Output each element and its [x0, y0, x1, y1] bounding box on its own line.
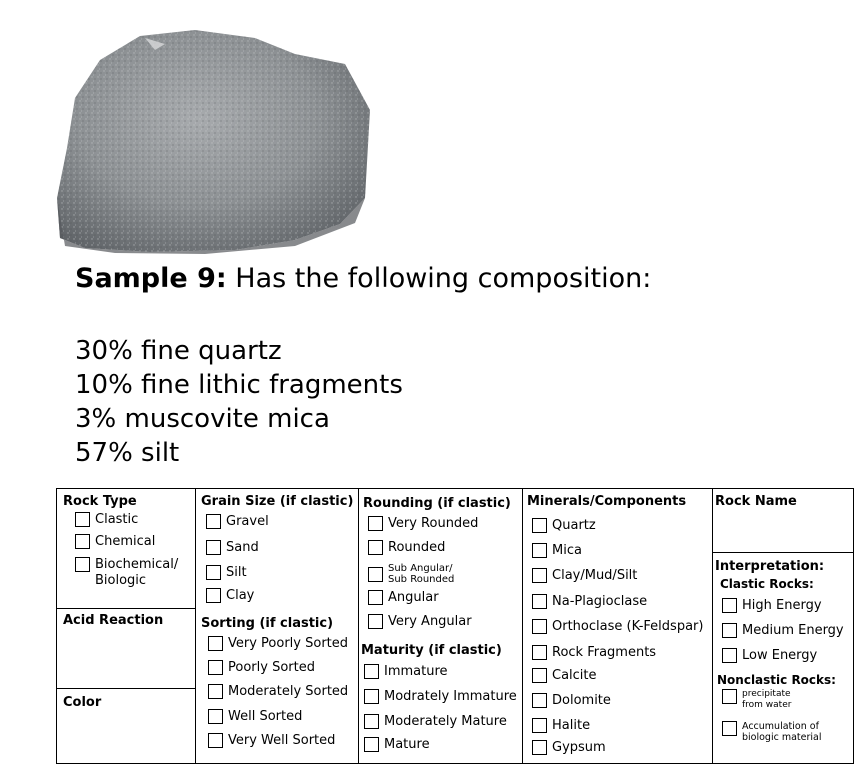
- option-gravel[interactable]: Gravel: [206, 514, 269, 529]
- checkbox[interactable]: [364, 737, 379, 752]
- option-very-rounded[interactable]: Very Rounded: [368, 516, 478, 531]
- checkbox[interactable]: [532, 693, 547, 708]
- acid-reaction-title: Acid Reaction: [63, 613, 164, 628]
- option-high-energy[interactable]: High Energy: [722, 598, 822, 613]
- checkbox[interactable]: [722, 598, 737, 613]
- sorting-title: Sorting (if clastic): [201, 616, 334, 631]
- minerals-title: Minerals/Components: [527, 494, 687, 509]
- option-clay-mud-silt[interactable]: Clay/Mud/Silt: [532, 568, 637, 583]
- column-rounding-maturity: [358, 489, 523, 763]
- clastic-rocks-title: Clastic Rocks:: [720, 577, 814, 591]
- checkbox[interactable]: [368, 516, 383, 531]
- checkbox[interactable]: [532, 543, 547, 558]
- checkbox[interactable]: [722, 689, 737, 704]
- checkbox[interactable]: [206, 540, 221, 555]
- checkbox[interactable]: [722, 623, 737, 638]
- option-mature[interactable]: Mature: [364, 737, 430, 752]
- composition-list: [75, 334, 403, 470]
- checkbox[interactable]: [75, 534, 90, 549]
- checkbox[interactable]: [722, 648, 737, 663]
- checkbox[interactable]: [532, 718, 547, 733]
- nonclastic-rocks-title: Nonclastic Rocks:: [717, 673, 836, 687]
- checkbox[interactable]: [532, 668, 547, 683]
- sample-label: Sample 9:: [75, 263, 227, 294]
- sample-title: [75, 263, 651, 294]
- checkbox[interactable]: [532, 619, 547, 634]
- checkbox[interactable]: [75, 512, 90, 527]
- option-low-energy[interactable]: Low Energy: [722, 648, 817, 663]
- option-rock-fragments[interactable]: Rock Fragments: [532, 645, 656, 660]
- checkbox[interactable]: [208, 636, 223, 651]
- option-gypsum[interactable]: Gypsum: [532, 740, 606, 755]
- option-clay[interactable]: Clay: [206, 588, 254, 603]
- option-precipitate-from-water[interactable]: precipitate from water: [722, 689, 791, 711]
- rock-name-title: Rock Name: [715, 494, 797, 509]
- option-angular[interactable]: Angular: [368, 590, 439, 605]
- checkbox[interactable]: [368, 614, 383, 629]
- checkbox[interactable]: [532, 645, 547, 660]
- interpretation-title: Interpretation:: [715, 559, 825, 574]
- option-quartz[interactable]: Quartz: [532, 518, 596, 533]
- column-rock-name-interpretation: [712, 489, 853, 763]
- composition-item: 10% fine lithic fragments: [75, 370, 403, 400]
- checkbox[interactable]: [532, 740, 547, 755]
- checkbox[interactable]: [532, 518, 547, 533]
- option-moderately-mature[interactable]: Moderately Mature: [364, 714, 507, 729]
- checkbox[interactable]: [208, 684, 223, 699]
- checkbox[interactable]: [206, 514, 221, 529]
- checkbox[interactable]: [208, 733, 223, 748]
- option-halite[interactable]: Halite: [532, 718, 590, 733]
- option-moderately-sorted[interactable]: Moderately Sorted: [208, 684, 348, 699]
- option-sub-angular-sub-rounded[interactable]: Sub Angular/ Sub Rounded: [368, 563, 454, 585]
- option-very-poorly-sorted[interactable]: Very Poorly Sorted: [208, 636, 348, 651]
- rock-sample-image: [55, 28, 375, 254]
- composition-item: 3% muscovite mica: [75, 404, 330, 434]
- column-grain-size-sorting: [195, 489, 359, 763]
- option-orthoclase[interactable]: Orthoclase (K-Feldspar): [532, 619, 703, 634]
- identification-worksheet: [56, 488, 854, 764]
- column-minerals: [522, 489, 713, 763]
- option-biochemical[interactable]: Biochemical/ Biologic: [75, 557, 178, 589]
- checkbox[interactable]: [206, 588, 221, 603]
- color-title: Color: [63, 695, 102, 710]
- checkbox[interactable]: [532, 568, 547, 583]
- option-well-sorted[interactable]: Well Sorted: [208, 709, 302, 724]
- option-sand[interactable]: Sand: [206, 540, 259, 555]
- column-rock-type: [57, 489, 196, 763]
- option-dolomite[interactable]: Dolomite: [532, 693, 611, 708]
- checkbox[interactable]: [368, 567, 383, 582]
- option-very-angular[interactable]: Very Angular: [368, 614, 472, 629]
- option-mica[interactable]: Mica: [532, 543, 582, 558]
- checkbox[interactable]: [364, 689, 379, 704]
- option-rounded[interactable]: Rounded: [368, 540, 445, 555]
- composition-item: 57% silt: [75, 438, 180, 468]
- checkbox[interactable]: [722, 721, 737, 736]
- checkbox[interactable]: [364, 664, 379, 679]
- checkbox[interactable]: [208, 660, 223, 675]
- option-medium-energy[interactable]: Medium Energy: [722, 623, 844, 638]
- sample-text: Has the following composition:: [235, 263, 652, 294]
- divider: [57, 688, 195, 689]
- option-modrately-immature[interactable]: Modrately Immature: [364, 689, 517, 704]
- divider: [712, 552, 853, 553]
- option-calcite[interactable]: Calcite: [532, 668, 597, 683]
- rock-type-title: Rock Type: [63, 494, 137, 509]
- option-chemical[interactable]: Chemical: [75, 534, 155, 549]
- divider: [57, 608, 195, 609]
- checkbox[interactable]: [75, 557, 90, 572]
- option-accumulation-biologic[interactable]: Accumulation of biologic material: [722, 721, 822, 743]
- option-silt[interactable]: Silt: [206, 565, 247, 580]
- checkbox[interactable]: [368, 590, 383, 605]
- rounding-title: Rounding (if clastic): [363, 496, 511, 511]
- option-na-plagioclase[interactable]: Na-Plagioclase: [532, 594, 647, 609]
- checkbox[interactable]: [206, 565, 221, 580]
- checkbox[interactable]: [364, 714, 379, 729]
- checkbox[interactable]: [208, 709, 223, 724]
- option-very-well-sorted[interactable]: Very Well Sorted: [208, 733, 335, 748]
- checkbox[interactable]: [532, 594, 547, 609]
- option-poorly-sorted[interactable]: Poorly Sorted: [208, 660, 315, 675]
- maturity-title: Maturity (if clastic): [361, 643, 502, 658]
- grain-size-title: Grain Size (if clastic): [201, 494, 354, 509]
- option-clastic[interactable]: Clastic: [75, 512, 138, 527]
- option-immature[interactable]: Immature: [364, 664, 448, 679]
- composition-item: 30% fine quartz: [75, 336, 282, 366]
- checkbox[interactable]: [368, 540, 383, 555]
